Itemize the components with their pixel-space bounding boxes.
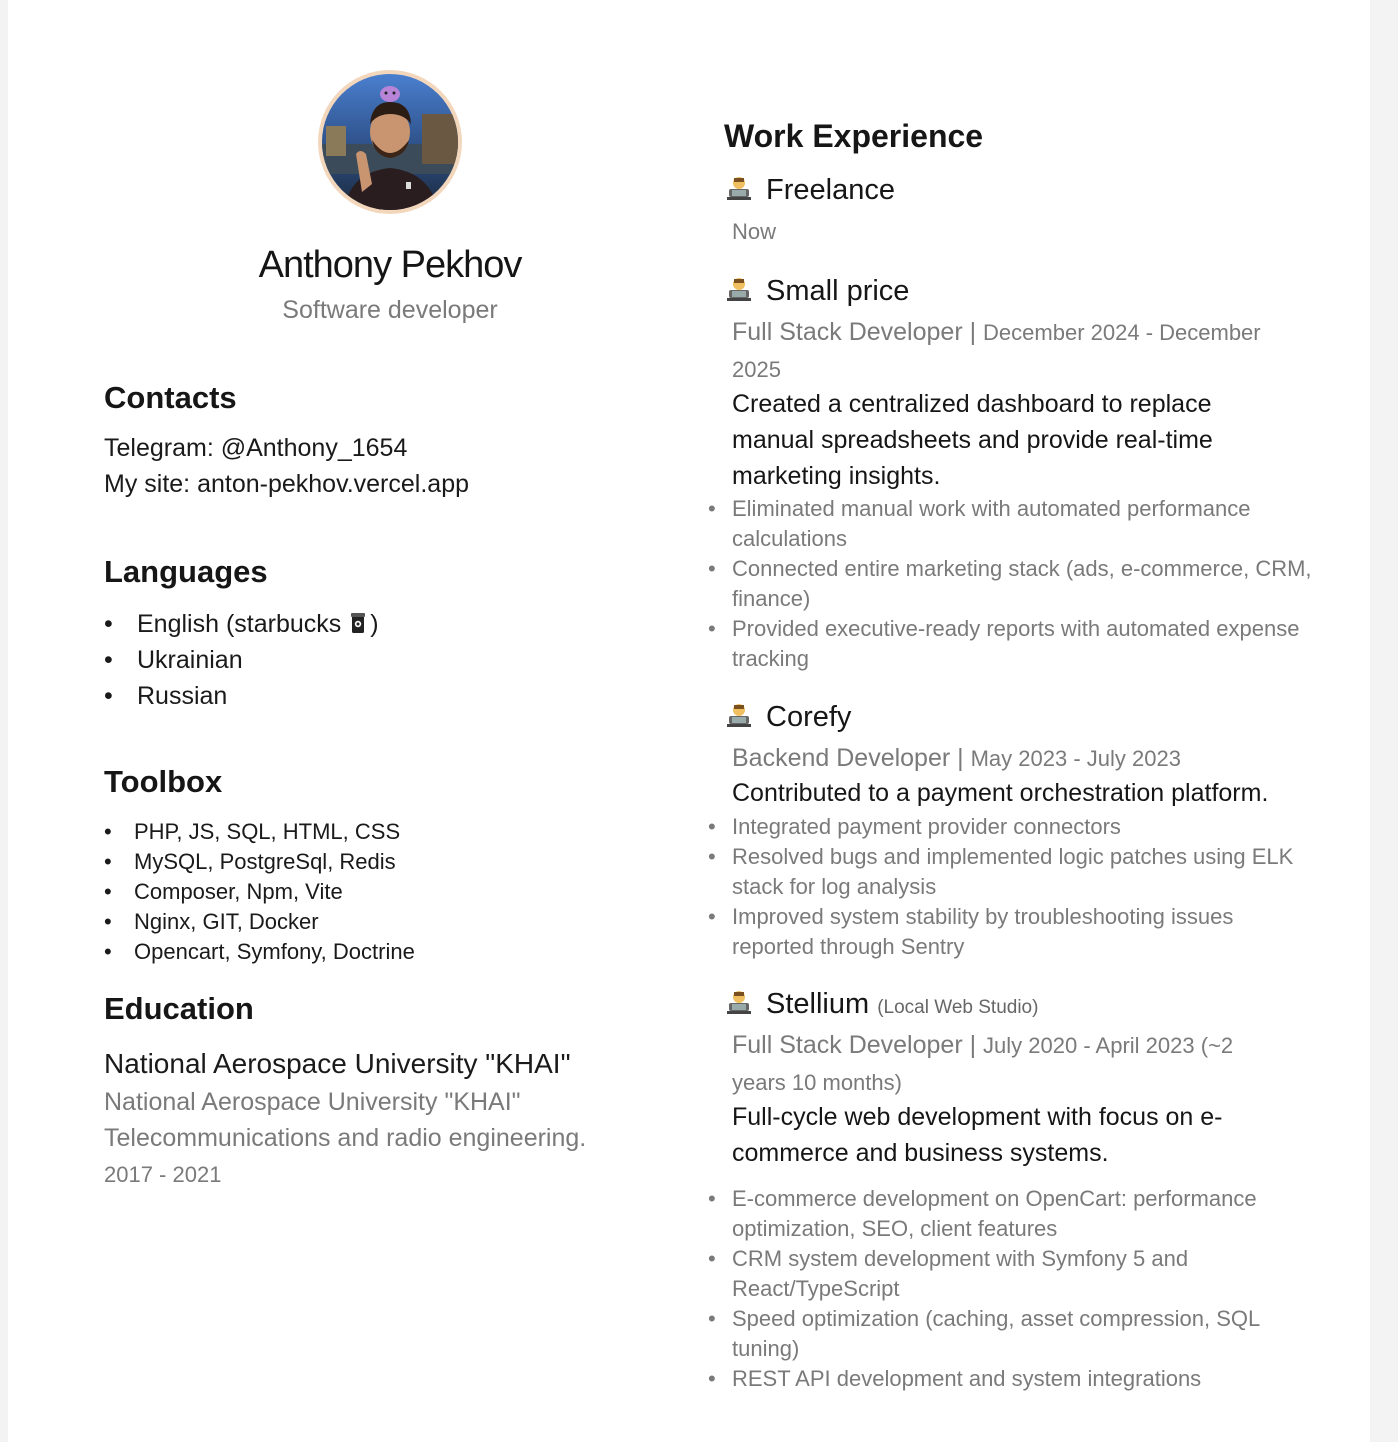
coffee-cup-icon — [350, 608, 366, 644]
education-school-sub: National Aerospace University "KHAI" — [104, 1088, 521, 1116]
job-bullet: • CRM system development with Symfony 5 and React/TypeScript — [732, 1244, 1312, 1304]
job-bullet: • Integrated payment provider connectors — [732, 812, 1312, 842]
job-bullet: • E-commerce development on OpenCart: performance optimization, SEO, client features — [732, 1184, 1312, 1244]
language-item — [104, 606, 379, 642]
job-title — [726, 701, 851, 736]
company-name: Freelance — [766, 174, 895, 206]
job-role: Full Stack Developer — [732, 1031, 963, 1059]
job-dates: December 2024 - December 2025 — [732, 320, 1261, 382]
technologist-icon — [726, 175, 752, 209]
job-separator: | — [962, 1031, 984, 1059]
toolbox-item: • Composer, Npm, Vite — [104, 877, 415, 907]
job-bullet: • Resolved bugs and implemented logic patches using ELK stack for log analysis — [732, 842, 1312, 902]
company-name: Corefy — [766, 701, 852, 733]
toolbox-item: • MySQL, PostgreSql, Redis — [104, 847, 415, 877]
job-bullet: • Improved system stability by troubleshooting issues reported through Sentry — [732, 902, 1312, 962]
job-summary: Contributed to a payment orchestration platform. — [732, 779, 1269, 807]
languages-list — [104, 606, 379, 714]
job-title — [726, 275, 909, 310]
job-bullets — [732, 812, 1312, 962]
toolbox-item: • PHP, JS, SQL, HTML, CSS — [104, 817, 415, 847]
toolbox-list — [104, 817, 415, 967]
avatar — [318, 70, 462, 214]
technologist-icon — [726, 989, 752, 1023]
company-name: Small price — [766, 275, 910, 307]
job-role: Backend Developer — [732, 744, 951, 772]
company-name: Stellium — [766, 988, 870, 1020]
job-bullets — [732, 494, 1312, 674]
languages-heading: Languages — [104, 554, 268, 589]
job-separator: | — [950, 744, 971, 772]
contact-telegram[interactable]: Telegram: @Anthony_1654 — [104, 434, 408, 462]
contact-site[interactable]: My site: anton-pekhov.vercel.app — [104, 470, 470, 498]
job-title — [726, 988, 1038, 1023]
profile-name: Anthony Pekhov — [258, 244, 522, 286]
education-years: 2017 - 2021 — [104, 1162, 222, 1187]
job-period: Now — [732, 219, 777, 244]
job-bullet: • Provided executive-ready reports with automated expense tracking — [732, 614, 1312, 674]
profile-photo — [322, 74, 458, 210]
education-heading: Education — [104, 991, 254, 1026]
job-summary: Full-cycle web development with focus on e-commerce and business systems. — [732, 1103, 1223, 1167]
education-field: Telecommunications and radio engineering. — [104, 1124, 587, 1152]
resume-page — [8, 0, 1370, 1442]
job-bullet: • Eliminated manual work with automated performance calculations — [732, 494, 1312, 554]
job-bullets — [732, 1184, 1312, 1394]
toolbox-item: • Nginx, GIT, Docker — [104, 907, 415, 937]
contacts-heading: Contacts — [104, 380, 237, 415]
language-item: • Ukrainian — [104, 642, 379, 678]
company-note: (Local Web Studio) — [877, 997, 1039, 1018]
job-bullet: • Connected entire marketing stack (ads, e-commerce, CRM, finance) — [732, 554, 1312, 614]
education-school: National Aerospace University "KHAI" — [104, 1048, 571, 1079]
job-bullet: • Speed optimization (caching, asset compression, SQL tuning) — [732, 1304, 1312, 1364]
job-dates: July 2020 - April 2023 (~2 years 10 months) — [732, 1033, 1234, 1095]
technologist-icon — [726, 702, 752, 736]
job-separator: | — [962, 318, 984, 346]
job-summary: Created a centralized dashboard to replace manual spreadsheets and provide real-time marketing insights. — [732, 390, 1213, 490]
technologist-icon — [726, 276, 752, 310]
job-role-line — [732, 314, 1292, 388]
language-label: English (starbucks — [137, 610, 349, 638]
job-bullet: • REST API development and system integrations — [732, 1364, 1312, 1394]
job-role-line — [732, 1027, 1292, 1101]
job-role-line — [732, 740, 1292, 777]
language-suffix: ) — [370, 610, 379, 638]
job-role: Full Stack Developer — [732, 318, 963, 346]
toolbox-heading: Toolbox — [104, 764, 223, 799]
job-dates: May 2023 - July 2023 — [970, 746, 1181, 771]
work-heading: Work Experience — [724, 118, 984, 154]
toolbox-item: • Opencart, Symfony, Doctrine — [104, 937, 415, 967]
job-title — [726, 174, 895, 209]
language-item: • Russian — [104, 678, 379, 714]
profile-role: Software developer — [282, 296, 498, 324]
